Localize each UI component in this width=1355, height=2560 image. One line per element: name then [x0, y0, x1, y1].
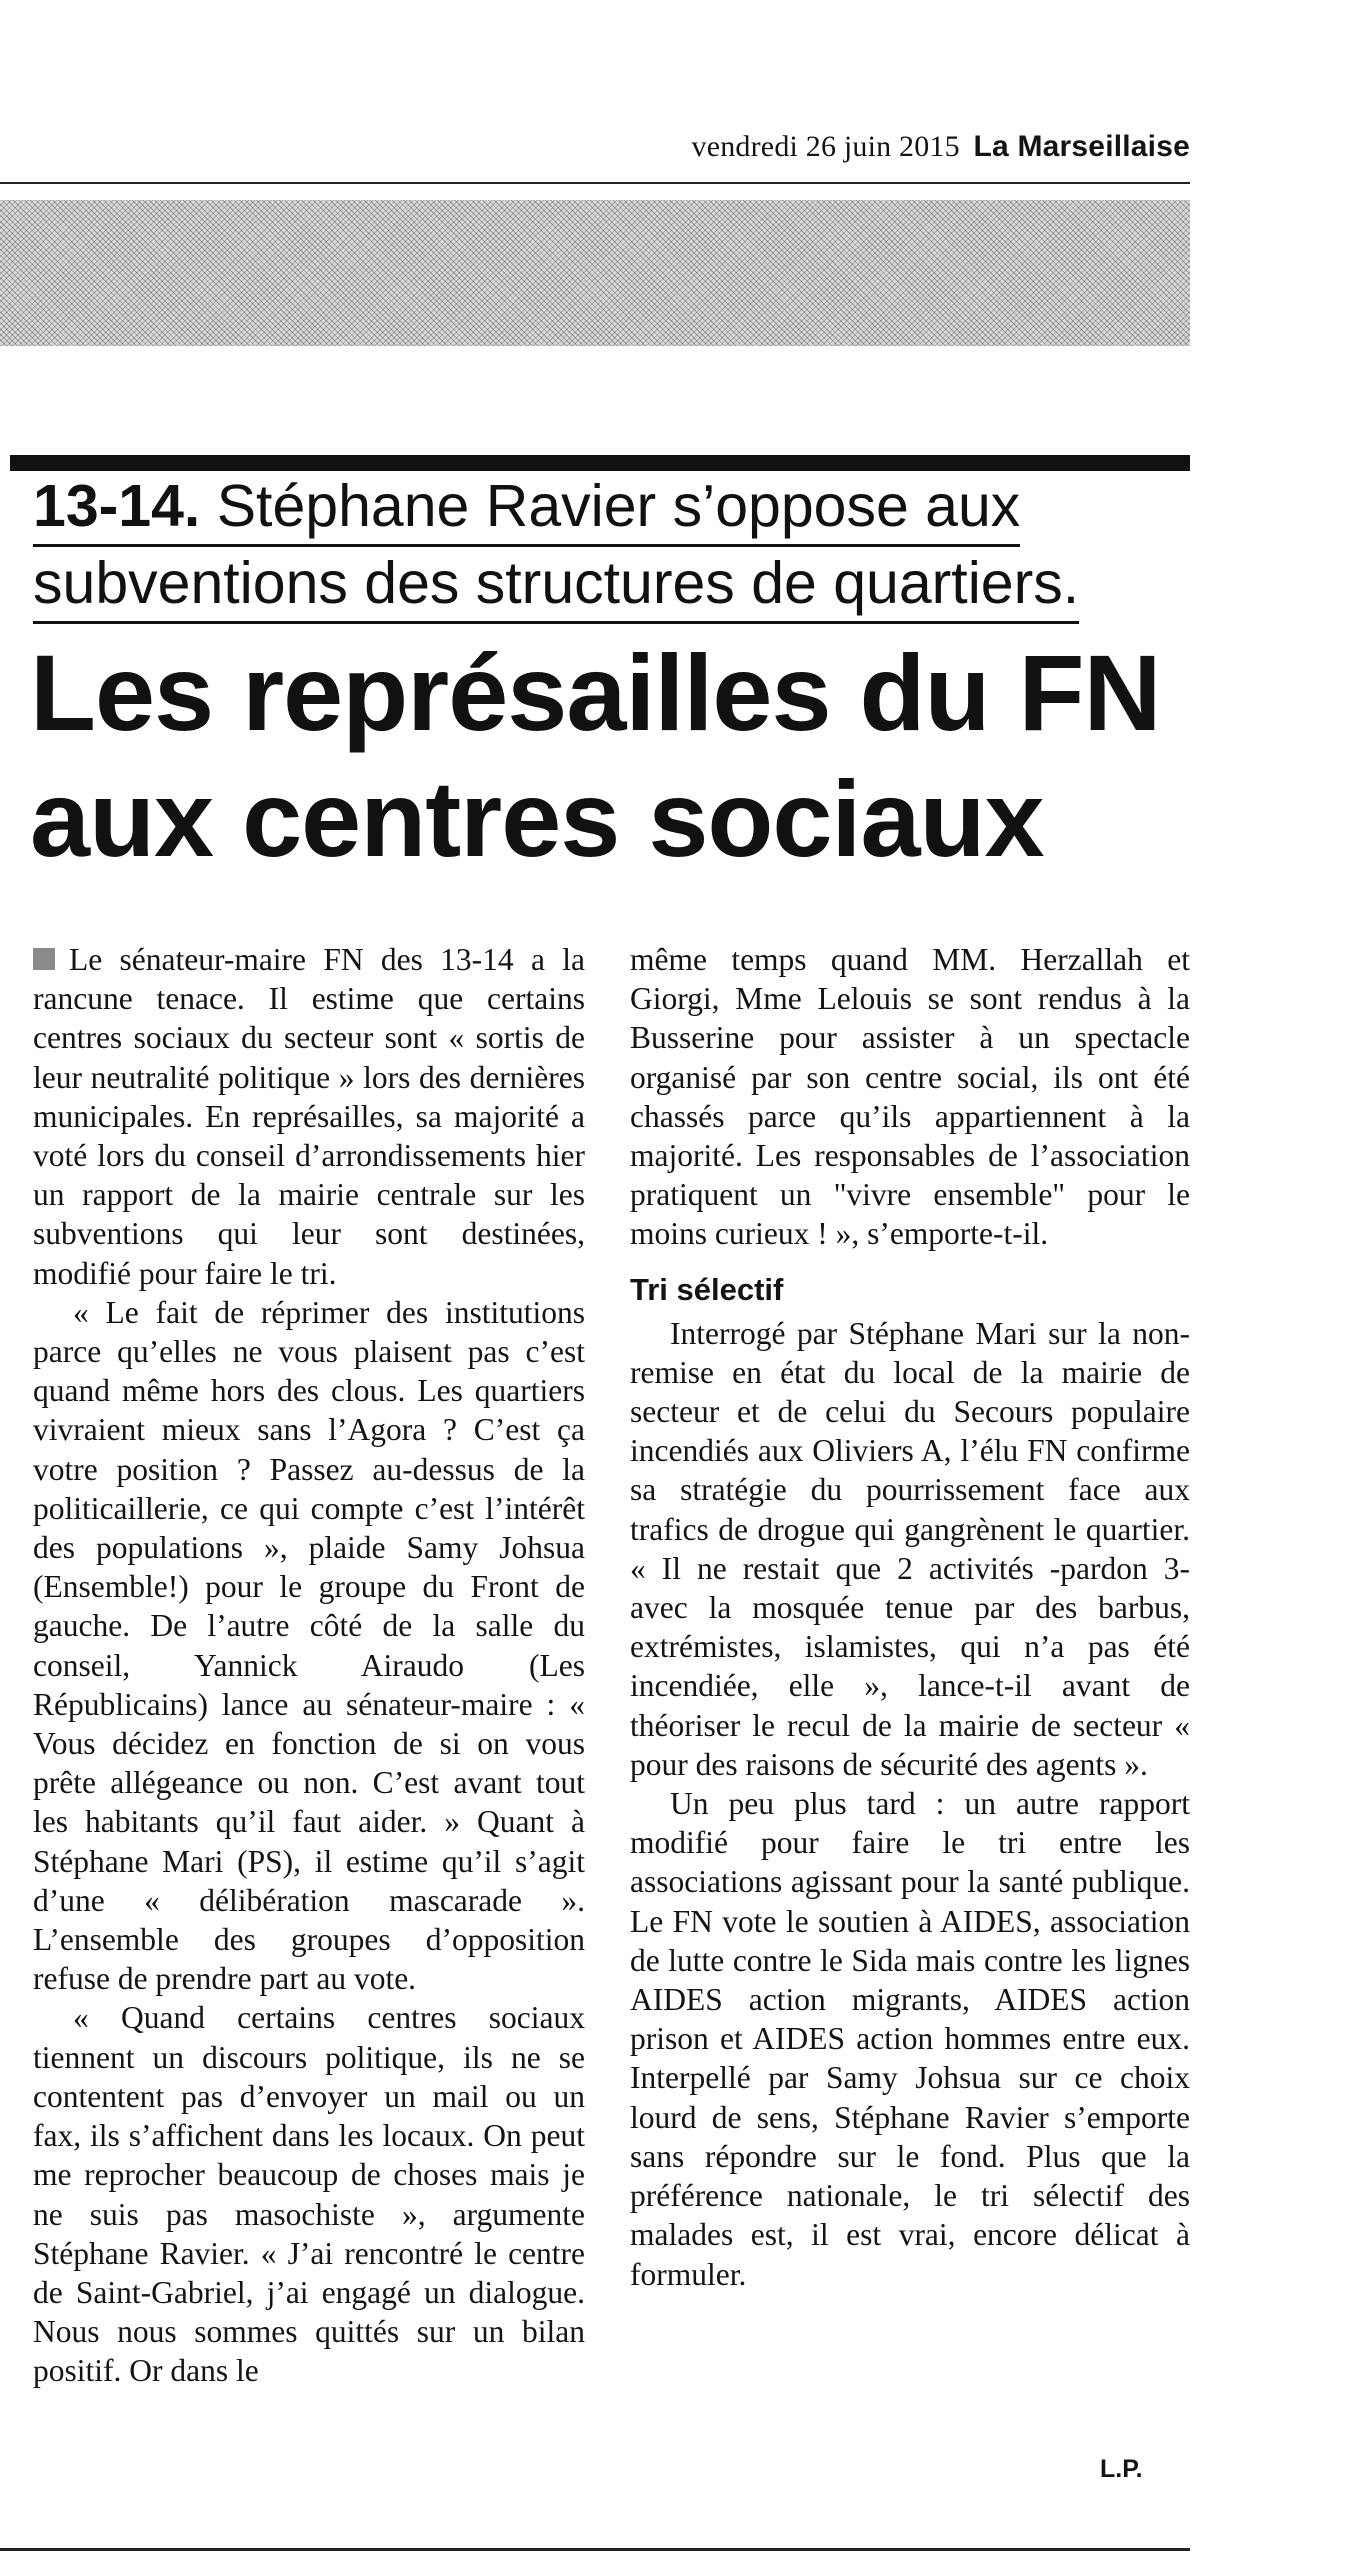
lead-square-icon — [33, 948, 55, 970]
paragraph-4: même temps quand MM. Herzallah et Giorgi, Mme Lelouis se sont rendus à la Busserine pour assister à un spectacle organisé par son centre social, ils ont été chassés parce qu’ils appartiennent à la majorité. Les responsables de l’association pratiquent un "vivre ensemble" pour le moins curieux ! », s’emporte-t-il. — [630, 942, 1190, 1252]
kicker-tag: 13-14. — [33, 473, 201, 539]
paragraph-2: « Le fait de réprimer des institutions parce qu’elles ne vous plaisent pas c’est quand même hors des clous. Les quartiers vivraient mieux sans l’Agora ? C’est ça votre position ? Passez au-dessus de la politicaillerie, ce qui compte c’est l’intérêt des populations », plaide Samy Johsua (Ensemble!) pour le groupe du Front de gauche. De l’autre côté de la salle du conseil, Yannick Airaudo (Les Républicains) lance au sénateur-maire : « Vous décidez en fonction de si on vous prête allégeance ou non. C’est avant tout les habitants qu’il faut aider. » Quant à Stéphane Mari (PS), il estime qu’il s’agit d’une « délibération mascarade ». L’ensemble des groupes d’opposition refuse de prendre part au vote. — [33, 1294, 585, 1997]
kicker-text-1: Stéphane Ravier s’oppose aux — [216, 473, 1021, 539]
article-kicker — [33, 470, 1153, 624]
paragraph-intro — [33, 940, 585, 1293]
kicker-line-1 — [33, 470, 1020, 547]
publication-name: La Marseillaise — [973, 130, 1190, 163]
article-headline: Les représailles du FN aux centres sociaux — [30, 632, 1161, 879]
page-header — [0, 130, 1190, 164]
paragraph-6: Un peu plus tard : un autre rapport modifié pour faire le tri entre les associations agissant pour la santé publique. Le FN vote le soutien à AIDES, association de lutte contre le Sida mais contre les lignes AIDES action migrants, AIDES action prison et AIDES action hommes entre eux. Interpellé par Samy Johsua sur ce choix lourd de sens, Stéphane Ravier s’emporte sans répondre sur le fond. Plus que la préférence nationale, le tri sélectif des malades est, il est vrai, encore délicat à formuler. — [630, 1786, 1190, 2292]
body-column-left — [33, 940, 585, 2391]
footer-rule — [0, 2548, 1190, 2551]
header-rule — [0, 182, 1190, 184]
header-date: vendredi 26 juin 2015 — [691, 130, 960, 163]
paragraph-3: « Quand certains centres sociaux tiennent un discours politique, ils ne se contentent pas d’envoyer un mail ou un fax, ils s’affichent dans les locaux. On peut me reprocher beaucoup de choses mais je ne suis pas masochiste », argumente Stéphane Ravier. « J’ai rencontré le centre de Saint-Gabriel, j’ai engagé un dialogue. Nous nous sommes quittés sur un bilan positif. Or dans le — [33, 2000, 585, 2389]
halftone-banner — [0, 200, 1190, 346]
author-signature: L.P. — [1100, 2455, 1143, 2483]
body-column-right — [630, 940, 1190, 2294]
paragraph-intro-text: Le sénateur-maire FN des 13-14 a la rancune tenace. Il estime que certains centres sociaux du secteur sont « sortis de leur neutralité politique » lors des dernières municipales. En représailles, sa majorité a voté lors du conseil d’arrondissements hier un rapport de la mairie centrale sur les subventions qui leur sont destinées, modifié pour faire le tri. — [33, 942, 585, 1291]
section-subhead: Tri sélectif — [630, 1271, 784, 1307]
article-top-rule — [10, 455, 1190, 471]
kicker-line-2: subventions des structures de quartiers. — [33, 547, 1079, 624]
paragraph-5: Interrogé par Stéphane Mari sur la non-remise en état du local de la mairie de secteur et de celui du Secours populaire incendiés aux Oliviers A, l’élu FN confirme sa stratégie du pourrissement face aux trafics de drogue qui gangrènent le quartier. « Il ne restait que 2 activités -pardon 3- avec la mosquée tenue par des barbus, extrémistes, islamistes, qui n’a pas été incendiée, elle », lance-t-il avant de théoriser le recul de la mairie de secteur « pour des raisons de sécurité des agents ». — [630, 1315, 1190, 1782]
